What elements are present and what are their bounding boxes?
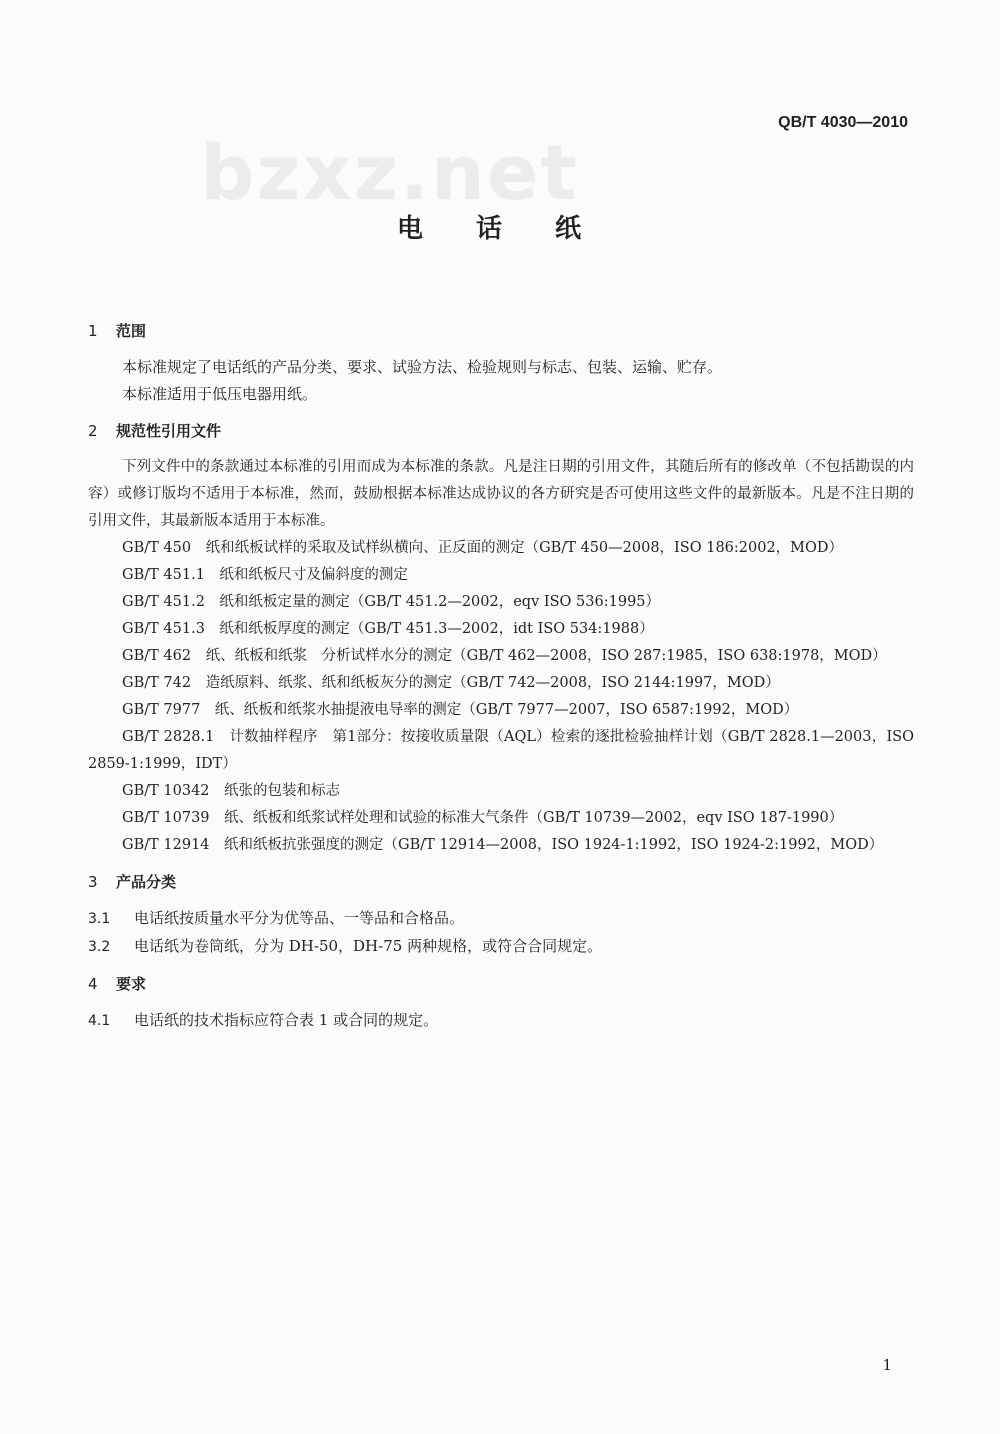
section-title: 范围 [116, 322, 147, 340]
document-title: 电 话 纸 [396, 214, 604, 244]
clause-number: 3.1 [88, 911, 111, 927]
reference-item: GB/T 451.2 纸和纸板定量的测定（GB/T 451.2—2002，eqv ISO 536:1995） [122, 594, 661, 610]
clause-text: 电话纸的技术指标应符合表 1 或合同的规定。 [134, 1011, 439, 1029]
section-title: 规范性引用文件 [116, 422, 222, 440]
reference-item: GB/T 451.3 纸和纸板厚度的测定（GB/T 451.3—2002，idt ISO 534:1988） [122, 621, 654, 637]
reference-item: GB/T 2828.1 计数抽样程序 第1部分：按接收质量限（AQL）检索的逐批检验抽样计划（GB/T 2828.1—2003，ISO 2859-1:1999，IDT） [88, 729, 914, 772]
clause [88, 1007, 914, 1035]
reference-item: GB/T 12914 纸和纸板抗张强度的测定（GB/T 12914—2008，ISO 1924-1:1992，ISO 1924-2:1992，MOD） [122, 837, 884, 853]
clause [88, 905, 914, 933]
section-heading-scope [88, 318, 914, 344]
paragraph: 本标准规定了电话纸的产品分类、要求、试验方法、检验规则与标志、包装、运输、贮存。 [122, 358, 723, 376]
section-number: 1 [88, 322, 98, 340]
reference-item: GB/T 10342 纸张的包装和标志 [122, 783, 341, 799]
section-number: 3 [88, 873, 98, 891]
page-number: 1 [882, 1356, 892, 1374]
clause-text: 电话纸按质量水平分为优等品、一等品和合格品。 [134, 909, 465, 927]
clause-text: 电话纸为卷筒纸，分为 DH-50，DH-75 两种规格，或符合合同规定。 [134, 937, 603, 955]
reference-item: GB/T 7977 纸、纸板和纸浆水抽提液电导率的测定（GB/T 7977—2007，ISO 6587:1992，MOD） [122, 702, 799, 718]
section-title: 要求 [116, 975, 147, 993]
reference-item: GB/T 450 纸和纸板试样的采取及试样纵横向、正反面的测定（GB/T 450—2008，ISO 186:2002，MOD） [122, 540, 844, 556]
section-heading-normative-references [88, 418, 914, 444]
paragraph: 本标准适用于低压电器用纸。 [122, 385, 318, 403]
section-number: 2 [88, 422, 98, 440]
standard-number: QB/T 4030—2010 [778, 114, 908, 131]
watermark: bzxz.net [200, 128, 579, 217]
section-number: 4 [88, 975, 98, 993]
document-body [88, 318, 914, 1035]
section-heading-classification [88, 869, 914, 895]
clause-number: 4.1 [88, 1013, 111, 1029]
section-title: 产品分类 [116, 873, 177, 891]
clause-number: 3.2 [88, 939, 111, 955]
reference-item: GB/T 742 造纸原料、纸浆、纸和纸板灰分的测定（GB/T 742—2008，ISO 2144:1997，MOD） [122, 675, 780, 691]
paragraph-intro: 下列文件中的条款通过本标准的引用而成为本标准的条款。凡是注日期的引用文件，其随后所有的修改单（不包括勘误的内容）或修订版均不适用于本标准，然而，鼓励根据本标准达成协议的各方研究是否可使用这些文件的最新版本。凡是不注日期的引用文件，其最新版本适用于本标准。 [88, 459, 914, 529]
reference-item: GB/T 462 纸、纸板和纸浆 分析试样水分的测定（GB/T 462—2008，ISO 287:1985，ISO 638:1978，MOD） [122, 648, 887, 664]
reference-item: GB/T 10739 纸、纸板和纸浆试样处理和试验的标准大气条件（GB/T 10739—2002，eqv ISO 187-1990） [122, 810, 844, 826]
section-heading-requirements [88, 971, 914, 997]
clause [88, 933, 914, 961]
reference-item: GB/T 451.1 纸和纸板尺寸及偏斜度的测定 [122, 567, 408, 583]
